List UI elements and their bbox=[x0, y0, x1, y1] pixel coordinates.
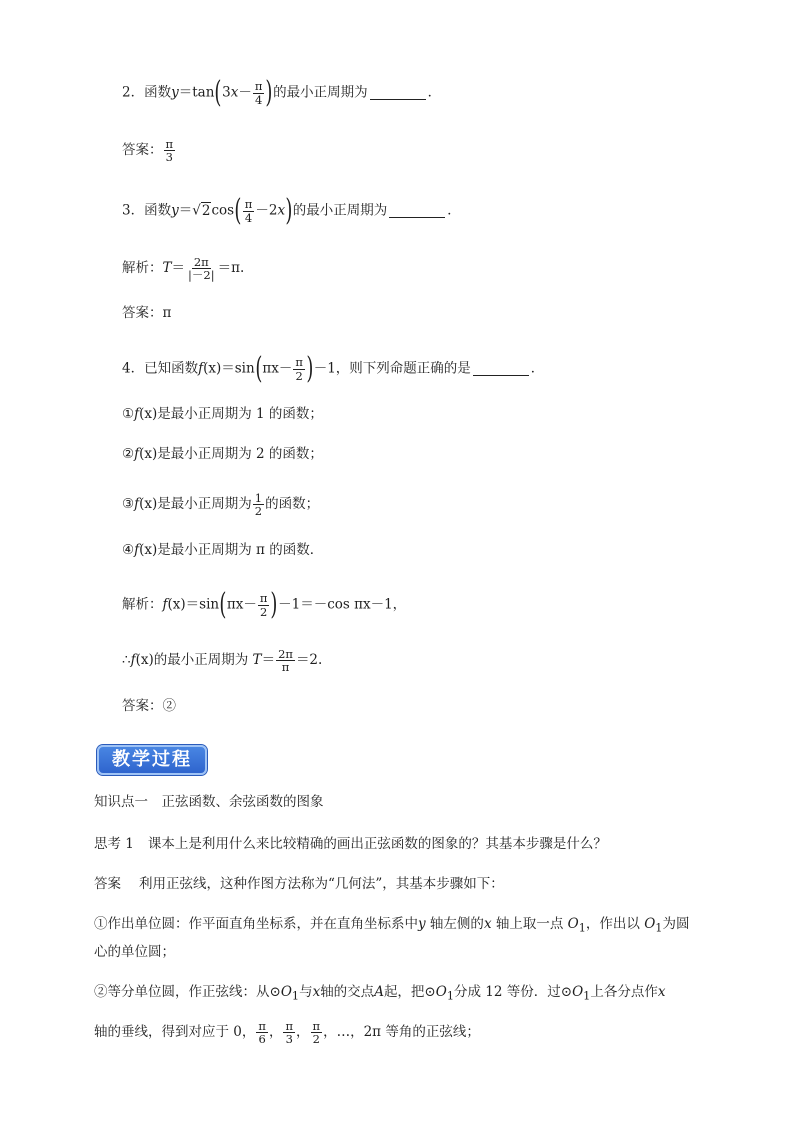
step1-text-e: 为圆 bbox=[662, 916, 690, 932]
answer-label: 答案 bbox=[94, 876, 121, 892]
conclusion-result: ＝2. bbox=[295, 652, 323, 669]
step2-text-b: 与 bbox=[299, 984, 313, 1000]
answer-blank bbox=[370, 85, 426, 100]
q4-f: f bbox=[198, 360, 204, 377]
think-text: 课本上是利用什么来比较精确的画出正弦函数的图象的？其基本步骤是什么？ bbox=[147, 836, 607, 852]
angle-frac-6 bbox=[256, 1020, 268, 1045]
frac-num: π bbox=[259, 591, 268, 606]
right-paren: ) bbox=[306, 351, 314, 386]
q4-f: f bbox=[162, 596, 168, 613]
q3-analysis bbox=[122, 256, 244, 281]
q2-dot: ． bbox=[427, 84, 442, 101]
q4-pix: πx bbox=[262, 360, 279, 377]
q4-f: f bbox=[134, 446, 140, 462]
frac-num: 1 bbox=[254, 491, 263, 505]
frac-num: π bbox=[258, 1019, 266, 1033]
point-O: O bbox=[280, 984, 292, 1000]
option-text: 是最小正周期为 2 的函数； bbox=[157, 446, 323, 462]
option-text-tail: 的函数； bbox=[265, 496, 320, 513]
frac-num: 2π bbox=[193, 255, 209, 269]
angle-frac-2 bbox=[311, 1020, 323, 1045]
step1-text-c: 轴上取一点 bbox=[491, 916, 568, 932]
answer-label: 答案： bbox=[122, 698, 163, 714]
option-text: 是最小正周期为 π 的函数． bbox=[157, 542, 324, 558]
q4-option-3 bbox=[122, 492, 319, 517]
right-paren: ) bbox=[265, 75, 273, 110]
therefore-sign: ∴ bbox=[122, 652, 131, 669]
left-paren: ( bbox=[255, 351, 263, 386]
q2-line bbox=[122, 75, 442, 110]
teaching-process-banner: 教学过程 bbox=[97, 745, 207, 775]
frac-num: π bbox=[254, 79, 263, 94]
q2-answer bbox=[122, 138, 176, 163]
frac-den: 4 bbox=[254, 92, 263, 107]
option-mark: ① bbox=[122, 406, 135, 422]
step1-text-d: ，作出以 bbox=[585, 916, 645, 932]
q4-x: (x) bbox=[139, 406, 158, 422]
q4-option-1 bbox=[122, 404, 323, 424]
step-2-line-2 bbox=[94, 1020, 480, 1045]
var-y: y bbox=[418, 916, 426, 932]
var-x: x bbox=[657, 984, 666, 1000]
q2-inner-coef: 3 bbox=[222, 84, 231, 101]
q4-x: (x) bbox=[135, 652, 154, 669]
step1-text: ①作出单位圆：作平面直角坐标系，并在直角坐标系中 bbox=[94, 916, 418, 932]
frac-den: |－2| bbox=[188, 268, 215, 283]
point-O: O bbox=[435, 984, 447, 1000]
step2-text-e: 分成 12 等份．过⊙ bbox=[454, 984, 573, 1000]
right-paren: ) bbox=[270, 587, 278, 622]
frac-den: 6 bbox=[258, 1032, 266, 1047]
q4-eq: ＝sin bbox=[185, 596, 220, 613]
answer-blank bbox=[389, 203, 445, 218]
period-T: T bbox=[162, 260, 172, 277]
q4-analysis-frac bbox=[258, 592, 270, 617]
equals: ＝ bbox=[261, 652, 276, 669]
option-mark: ② bbox=[122, 446, 135, 462]
q4-f: f bbox=[134, 542, 140, 558]
q2-eq: ＝tan bbox=[178, 84, 215, 101]
q4-x: (x) bbox=[139, 496, 158, 513]
think-question bbox=[94, 834, 607, 854]
frac-num: π bbox=[312, 1019, 321, 1033]
q4-pix: πx bbox=[226, 596, 244, 613]
q2-suffix: 的最小正周期为 bbox=[273, 84, 368, 101]
think-answer bbox=[94, 874, 504, 894]
frac-den: 2 bbox=[254, 504, 263, 519]
q4-dot: ． bbox=[530, 360, 545, 377]
frac-num: 2π bbox=[278, 647, 293, 661]
q2-y: y bbox=[171, 84, 179, 101]
q4-minus: － bbox=[243, 596, 257, 613]
comma: ， bbox=[268, 1024, 283, 1041]
q4-x: (x) bbox=[167, 596, 186, 613]
subscript-1: 1 bbox=[578, 921, 586, 935]
q3-cos: cos bbox=[211, 202, 235, 219]
frac-num: π bbox=[295, 355, 303, 370]
left-paren: ( bbox=[234, 193, 242, 228]
option-frac bbox=[253, 492, 264, 517]
sqrt-sign: √ bbox=[192, 202, 201, 219]
answer-value: ② bbox=[162, 698, 176, 714]
q2-inner-x: x bbox=[230, 84, 239, 101]
frac-den: π bbox=[281, 660, 290, 675]
think-label: 思考 1 bbox=[94, 836, 134, 852]
q4-tail: －1，则下列命题正确的是 bbox=[313, 360, 471, 377]
frac-num: π bbox=[165, 137, 174, 151]
q4-x: (x) bbox=[139, 542, 158, 558]
q3-frac bbox=[243, 198, 255, 223]
answer-value: π bbox=[162, 305, 172, 321]
q2-frac bbox=[253, 80, 265, 105]
answer-text: 利用正弦线，这种作图方法称为“几何法”，其基本步骤如下： bbox=[139, 876, 504, 892]
knowledge-text: 知识点一 正弦函数、余弦函数的图象 bbox=[94, 794, 324, 810]
step-1 bbox=[94, 914, 689, 939]
point-O: O bbox=[567, 916, 579, 932]
frac-den: 2 bbox=[295, 368, 303, 383]
subscript-1: 1 bbox=[583, 989, 591, 1003]
q3-x: x bbox=[277, 202, 286, 219]
analysis-label: 解析： bbox=[122, 596, 163, 613]
option-text: 是最小正周期为 bbox=[157, 496, 252, 513]
q3-number: 3． bbox=[122, 202, 145, 219]
option-mark: ③ bbox=[122, 496, 135, 513]
q4-option-4 bbox=[122, 540, 323, 560]
analysis-tail: －1＝－cos πx－1， bbox=[278, 596, 407, 613]
answer-label: 答案： bbox=[122, 305, 163, 321]
comma: ， bbox=[296, 1024, 310, 1041]
period-T: T bbox=[252, 652, 262, 669]
option-mark: ④ bbox=[122, 542, 135, 558]
q4-f: f bbox=[134, 406, 140, 422]
q4-x: (x) bbox=[203, 360, 222, 377]
q4-x: (x) bbox=[139, 446, 158, 462]
equals: ＝ bbox=[171, 260, 186, 277]
conclusion-text: 的最小正周期为 bbox=[153, 652, 253, 669]
q3-minus-2: －2 bbox=[255, 202, 278, 219]
q3-y: y bbox=[171, 202, 179, 219]
q4-line bbox=[122, 351, 545, 386]
knowledge-point-title bbox=[94, 792, 324, 812]
step2-line2-text: 轴的垂线，得到对应于 0， bbox=[94, 1024, 256, 1041]
frac-den: 2 bbox=[259, 604, 268, 619]
answer-blank bbox=[473, 361, 529, 376]
answer-label: 答案： bbox=[122, 142, 163, 159]
frac-num: π bbox=[244, 197, 253, 212]
step2-text-d: 起，把⊙ bbox=[383, 984, 436, 1000]
step1-text-b: 轴左侧的 bbox=[425, 916, 484, 932]
step1-line2: 心的单位圆； bbox=[94, 944, 175, 960]
subscript-1: 1 bbox=[446, 989, 454, 1003]
q3-suffix: 的最小正周期为 bbox=[292, 202, 388, 219]
step2-text-c: 轴的交点 bbox=[320, 984, 375, 1000]
q3-result: ＝π. bbox=[217, 260, 245, 277]
comma: ， bbox=[323, 1024, 337, 1041]
q4-answer bbox=[122, 696, 176, 716]
q3-answer bbox=[122, 303, 171, 323]
subscript-1: 1 bbox=[291, 989, 300, 1003]
var-x: x bbox=[483, 916, 492, 932]
sqrt-value: 2 bbox=[201, 202, 211, 219]
q4-eq: ＝sin bbox=[221, 360, 255, 377]
q4-frac bbox=[293, 356, 305, 381]
var-x: x bbox=[312, 984, 321, 1000]
q4-number: 4．已知函数 bbox=[122, 360, 199, 377]
q3-dot: ． bbox=[447, 202, 461, 219]
q4-conclusion bbox=[122, 648, 322, 673]
q3-line bbox=[122, 193, 461, 228]
left-paren: ( bbox=[214, 75, 222, 110]
point-O: O bbox=[644, 916, 656, 932]
ellipsis-text: …，2π 等角的正弦线； bbox=[336, 1024, 480, 1041]
q2-number: 2． bbox=[122, 84, 145, 101]
q4-conclusion-frac bbox=[276, 648, 295, 673]
frac-den: 2 bbox=[312, 1032, 320, 1047]
step-2 bbox=[94, 982, 665, 1007]
q2-inner-minus: － bbox=[238, 84, 252, 101]
point-O: O bbox=[572, 984, 584, 1000]
q4-f: f bbox=[130, 652, 136, 669]
right-paren: ) bbox=[285, 193, 293, 228]
angle-frac-3 bbox=[283, 1020, 295, 1045]
q4-f: f bbox=[134, 496, 140, 513]
step2-text-f: 上各分点作 bbox=[590, 984, 658, 1000]
frac-num: π bbox=[285, 1019, 294, 1033]
q4-option-2 bbox=[122, 444, 323, 464]
frac-den: 3 bbox=[285, 1032, 293, 1047]
q4-analysis bbox=[122, 587, 407, 622]
analysis-label: 解析： bbox=[122, 260, 163, 277]
q3-prefix: 函数 bbox=[144, 202, 172, 219]
answer-frac bbox=[164, 138, 176, 163]
q3-analysis-frac bbox=[186, 256, 217, 281]
frac-den: 3 bbox=[165, 150, 173, 165]
subscript-1: 1 bbox=[655, 921, 663, 935]
step2-text: ②等分单位圆，作正弦线：从⊙ bbox=[94, 984, 281, 1000]
left-paren: ( bbox=[219, 587, 227, 622]
point-A: A bbox=[374, 984, 384, 1000]
q2-prefix: 函数 bbox=[144, 84, 172, 101]
option-text: 是最小正周期为 1 的函数； bbox=[157, 406, 323, 422]
q4-minus: － bbox=[278, 360, 293, 377]
step-1-line-2 bbox=[94, 942, 175, 962]
q3-eq: ＝ bbox=[178, 202, 193, 219]
frac-den: 4 bbox=[244, 210, 253, 225]
